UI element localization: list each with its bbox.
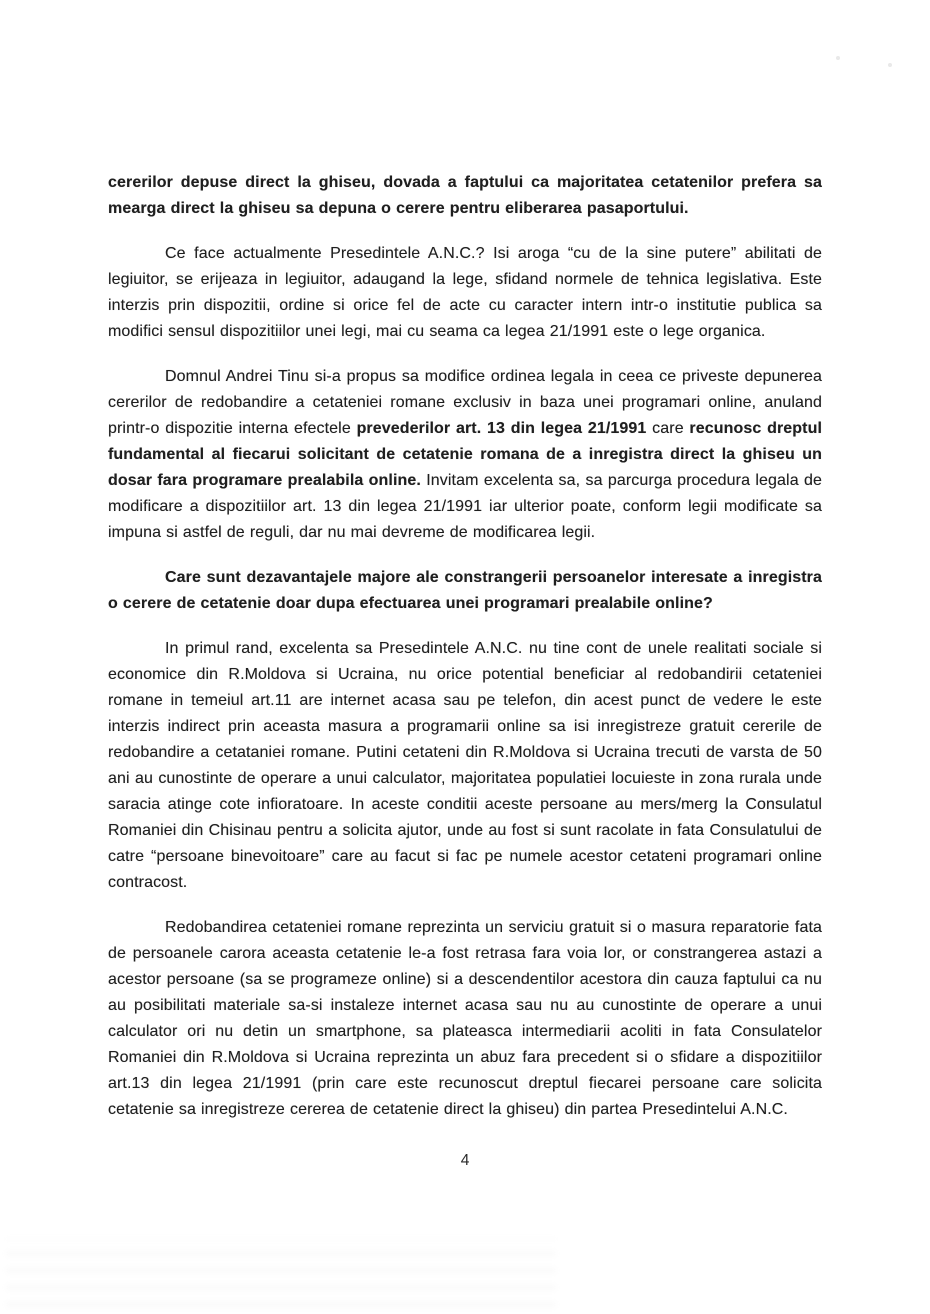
text-run: In primul rand, excelenta sa Presedintele A.N.C. nu tine cont de unele realitati sociale si economice din R.Moldova si Ucraina, nu orice potential beneficiar al redobandirii cetateniei romane in temeiul art.11 are internet acasa sau pe telefon, din acest punct de vedere le este interzis indirect prin aceasta masura a programarii online sa isi inregistreze gratuit cererile de redobandire a cetataniei romane. Putini cetateni din R.Moldova si Ucraina trecuti de varsta de 50 ani au cunostinte de operare a unui calculator, majoritatea populatiei locuieste in zona rurala unde saracia atinge cote infioratoare. In aceste conditii aceste persoane au mers/merg la Consulatul Romaniei din Chisinau pentru a solicita ajutor, unde au fost si sunt racolate in fata Consulatului de catre “persoane binevoitoare” care au facut si fac pe numele acestor cetateni programari online contracost. (108, 640, 822, 891)
page-number: 4 (460, 1152, 470, 1169)
paragraph (108, 170, 822, 222)
text-run: Domnul Andrei Tinu si-a propus sa modifice ordinea legala in ceea ce priveste depunerea cererilor de redobandire a cetateniei romane exclusiv in baza unei programari online, anuland printr-o dispozitie interna efectele (108, 368, 822, 437)
paragraph (108, 636, 822, 896)
document-body (108, 170, 822, 1142)
text-run: Ce face actualmente Presedintele A.N.C.? Isi aroga “cu de la sine putere” abilitati de legiuitor, se erijeaza in legiuitor, adaugand la lege, sfidand normele de tehnica legislativa. Este interzis prin dispozitii, ordine si orice fel de acte cu caracter intern intr-o institutie publica sa modifici sensul dispozitiilor unei legi, mai cu seama ca legea 21/1991 este o lege organica. (108, 245, 822, 340)
paragraph (108, 915, 822, 1123)
scan-bleed-artifact (6, 1238, 556, 1308)
text-run: care (646, 420, 690, 437)
scan-speck (836, 56, 840, 60)
paragraph (108, 241, 822, 345)
bold-text-run: cererilor depuse direct la ghiseu, dovada a faptului ca majoritatea cetatenilor prefera sa mearga direct la ghiseu sa depuna o cerere pentru eliberarea pasaportului. (108, 174, 822, 217)
scan-speck (888, 63, 892, 67)
paragraph (108, 565, 822, 617)
bold-text-run: prevederilor art. 13 din legea 21/1991 (356, 420, 647, 437)
bold-text-run: recunosc dreptul fundamental al fiecarui solicitant de cetatenie romana de a inregistra direct la ghiseu un dosar fara programare prealabila online. (108, 420, 823, 489)
text-run: Invitam excelenta sa, sa parcurga procedura legala de modificare a dispozitiilor art. 13 din legea 21/1991 iar ulterior poate, conform legii modificate sa impuna si astfel de reguli, dar nu mai devreme de modificarea legii. (108, 472, 822, 541)
bold-text-run: Care sunt dezavantajele majore ale constrangerii persoanelor interesate a inregistra o cerere de cetatenie doar dupa efectuarea unei programari prealabile online? (108, 569, 822, 612)
text-run: Redobandirea cetateniei romane reprezinta un serviciu gratuit si o masura reparatorie fata de persoanele carora aceasta cetatenie le-a fost retrasa fara voia lor, or constrangerea astazi a acestor persoane (sa se programeze online) si a descendentilor acestora din cauza faptului ca nu au posibilitati materiale sa-si instaleze internet acasa sau nu au cunostinte de operare a unui calculator ori nu detin un smartphone, sa plateasca intermediarii acoliti in fata Consulatelor Romaniei din R.Moldova si Ucraina reprezinta un abuz fara precedent si o sfidare a dispozitiilor art.13 din legea 21/1991 (prin care este recunoscut dreptul fiecarei persoane care solicita cetatenie sa inregistreze cererea de cetatenie direct la ghiseu) din partea Presedintelui A.N.C. (108, 919, 822, 1118)
paragraph (108, 364, 822, 546)
